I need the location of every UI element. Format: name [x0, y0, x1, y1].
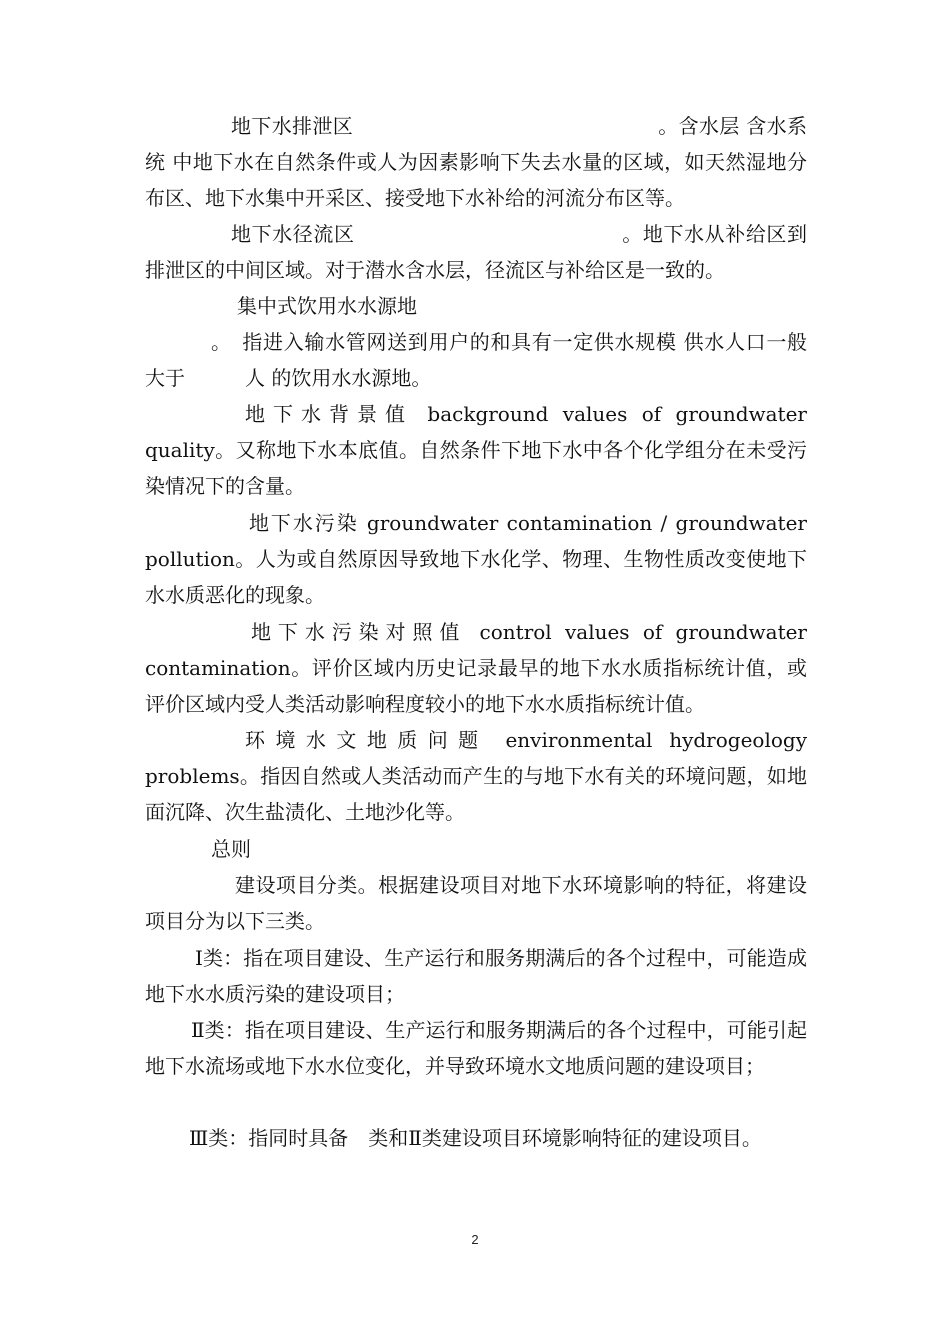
paragraph-class-2: Ⅱ类：指在项目建设、生产运行和服务期满后的各个过程中，可能引起地下水流场或地下水水位变化，并导致环境水文地质问题的建设项目； — [145, 1018, 807, 1078]
paragraph-project-classification: 建设项目分类。根据建设项目对地下水环境影响的特征，将建设项目分为以下三类。 — [145, 873, 807, 933]
paragraph-groundwater-runoff-area: 地下水径流区 。地下水从补给区到排泄区的中间区域。对于潜水含水层，径流区与补给区是一致的。 — [145, 222, 807, 282]
paragraph-groundwater-pollution: 地下水污染 groundwater contamination / groundwater pollution。人为或自然原因导致地下水化学、物理、生物性质改变使地下水水质恶化的现象。 — [145, 511, 807, 607]
page-number: 2 — [471, 1232, 479, 1247]
paragraph-environmental-hydrogeology-problems: 环境水文地质问题 environmental hydrogeology problems。指因自然或人类活动而产生的与地下水有关的环境问题，如地面沉降、次生盐渍化、土地沙化等。 — [145, 728, 807, 824]
paragraph-class-3: Ⅲ类：指同时具备 类和Ⅱ类建设项目环境影响特征的建设项目。 — [189, 1126, 762, 1150]
paragraph-class-1: Ⅰ类：指在项目建设、生产运行和服务期满后的各个过程中，可能造成地下水水质污染的建设项目； — [145, 946, 807, 1006]
paragraph-groundwater-background-value: 地下水背景值 background values of groundwater quality。又称地下水本底值。自然条件下地下水中各个化学组分在未受污染情况下的含量。 — [145, 402, 807, 498]
heading-centralized-drinking-water-source: 集中式饮用水水源地 — [237, 294, 417, 318]
paragraph-drinking-water-source-definition: 。 指进入输水管网送到用户的和具有一定供水规模 供水人口一般大于 人 的饮用水水源地。 — [145, 330, 807, 390]
heading-general-provisions: 总则 — [211, 837, 251, 861]
paragraph-groundwater-discharge-area: 地下水排泄区 。含水层 含水系统 中地下水在自然条件或人为因素影响下失去水量的区域，如天然湿地分布区、地下水集中开采区、接受地下水补给的河流分布区等。 — [145, 114, 807, 210]
paragraph-groundwater-contamination-control-value: 地下水污染对照值 control values of groundwater contamination。评价区域内历史记录最早的地下水水质指标统计值，或评价区域内受人类活动影响程度较小的地下水水质指标统计值。 — [145, 620, 807, 716]
